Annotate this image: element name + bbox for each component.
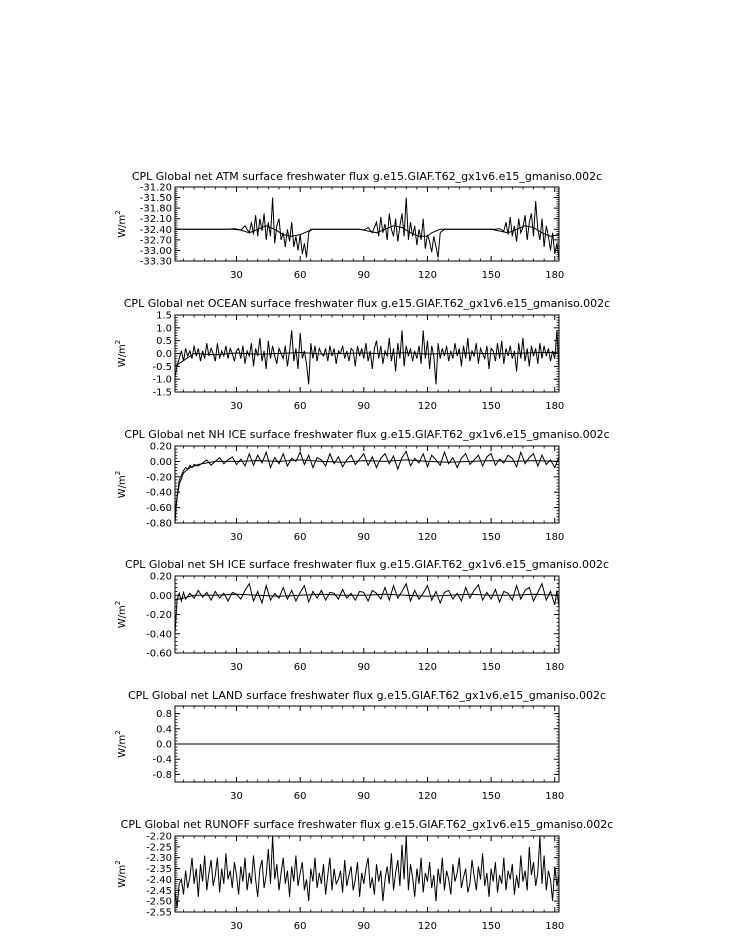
x-tick-label: 150 (481, 532, 501, 543)
y-tick-label: -31.20 (139, 182, 172, 194)
x-tick-label: 30 (230, 791, 243, 802)
y-tick-label: 1.0 (156, 323, 172, 335)
y-tick-label: -0.20 (146, 610, 172, 621)
chart-title: CPL Global net RUNOFF surface freshwater flux g.e15.GIAF.T62_gx1v6.e15_gmaniso.002c (120, 818, 614, 831)
y-tick-label: 0.00 (149, 456, 172, 468)
y-axis-label (114, 340, 128, 367)
plot-frame (175, 836, 559, 912)
x-tick-label: 60 (293, 791, 307, 802)
y-axis-label-base: W/m (117, 734, 128, 758)
y-tick-label: -32.10 (139, 214, 172, 226)
y-tick-label: -0.4 (152, 754, 172, 766)
y-tick-label: 0.20 (149, 441, 172, 453)
chart-panel-3 (114, 428, 610, 543)
x-tick-label: 150 (481, 791, 501, 802)
y-tick-label: 0.4 (156, 724, 172, 736)
x-tick-label: 180 (545, 662, 565, 673)
series-line-1 (175, 584, 559, 634)
x-tick-label: 60 (293, 921, 307, 932)
x-tick-label: 60 (293, 662, 307, 673)
y-tick-label: -1.5 (152, 387, 172, 399)
x-tick-label: 180 (545, 401, 565, 412)
chart-panel-6 (114, 818, 613, 932)
y-tick-label: 0.8 (156, 709, 172, 721)
y-axis-label-exponent: 2 (114, 339, 122, 345)
y-tick-label: -0.80 (146, 518, 172, 530)
y-axis-label-exponent: 2 (114, 600, 122, 606)
series-line-2 (175, 226, 559, 237)
y-axis-label-base: W/m (117, 344, 128, 368)
y-tick-label: 0.20 (149, 571, 172, 583)
chart-title: CPL Global net NH ICE surface freshwater flux g.e15.GIAF.T62_gx1v6.e15_gmaniso.002c (124, 428, 610, 441)
x-tick-label: 180 (545, 270, 565, 281)
series-line-1 (175, 330, 559, 384)
y-axis-label-base: W/m (117, 475, 128, 499)
x-tick-label: 180 (545, 921, 565, 932)
y-tick-label: -0.40 (146, 629, 172, 641)
y-axis-label (114, 471, 128, 498)
y-tick-label: -32.70 (139, 235, 172, 247)
chart-panel-5 (114, 689, 606, 802)
y-axis-label-base: W/m (117, 605, 128, 629)
x-tick-label: 30 (230, 662, 243, 673)
y-tick-label: -31.50 (139, 193, 172, 205)
y-tick-label: -0.5 (152, 361, 172, 373)
x-tick-label: 120 (417, 791, 438, 802)
y-tick-label: -33.30 (139, 256, 172, 268)
y-tick-label: -2.40 (146, 874, 172, 886)
x-tick-label: 30 (230, 401, 243, 412)
y-tick-label: -2.50 (146, 896, 172, 908)
x-tick-label: 180 (545, 791, 565, 802)
series-line-1 (175, 451, 559, 523)
x-tick-label: 90 (357, 791, 371, 802)
chart-panel-2 (114, 297, 610, 412)
x-tick-label: 60 (293, 401, 307, 412)
y-axis-label-exponent: 2 (114, 860, 122, 865)
y-tick-label: -1.0 (152, 374, 172, 386)
y-tick-label: 0.00 (149, 590, 172, 602)
y-axis-label-base: W/m (117, 864, 128, 888)
chart-title: CPL Global net SH ICE surface freshwater flux g.e15.GIAF.T62_gx1v6.e15_gmaniso.002c (124, 558, 610, 571)
y-tick-label: -0.40 (146, 487, 172, 499)
y-tick-label: -32.40 (139, 224, 172, 236)
x-tick-label: 120 (417, 532, 438, 543)
y-axis-label (114, 730, 128, 757)
chart-title: CPL Global net LAND surface freshwater flux g.e15.GIAF.T62_gx1v6.e15_gmaniso.002c (127, 689, 607, 702)
x-tick-label: 120 (417, 401, 438, 412)
y-tick-label: -0.20 (146, 472, 172, 484)
y-tick-label: 0.5 (156, 336, 172, 348)
x-tick-label: 90 (357, 401, 371, 412)
chart-title: CPL Global net ATM surface freshwater flux g.e15.GIAF.T62_gx1v6.e15_gmaniso.002c (131, 170, 603, 183)
y-tick-label: -2.45 (146, 885, 172, 897)
y-tick-label: -2.25 (146, 842, 172, 854)
y-axis-label-exponent: 2 (114, 470, 122, 476)
x-tick-label: 90 (357, 532, 371, 543)
chart-title: CPL Global net OCEAN surface freshwater flux g.e15.GIAF.T62_gx1v6.e15_gmaniso.002c (123, 297, 611, 310)
y-tick-label: -33.00 (139, 245, 172, 257)
x-tick-label: 30 (230, 921, 243, 932)
y-tick-label: -2.55 (146, 907, 172, 919)
x-tick-label: 150 (481, 401, 501, 412)
x-tick-label: 90 (357, 662, 371, 673)
series-line-1 (175, 836, 559, 908)
y-axis-label (114, 860, 128, 887)
plot-frame (175, 576, 559, 653)
y-tick-label: 0.0 (156, 349, 172, 360)
y-tick-label: -0.8 (152, 769, 172, 781)
x-tick-label: 90 (357, 921, 371, 932)
x-tick-label: 180 (545, 532, 565, 543)
y-tick-label: -2.35 (146, 864, 172, 876)
y-tick-label: -31.80 (139, 203, 172, 215)
y-axis-label-base: W/m (117, 214, 128, 238)
y-tick-label: -2.20 (146, 831, 172, 843)
chart-panel-4 (114, 558, 609, 673)
y-axis-label-exponent: 2 (114, 210, 122, 215)
x-tick-label: 150 (481, 270, 501, 281)
y-axis-label (114, 210, 128, 237)
x-tick-label: 150 (481, 921, 501, 932)
x-tick-label: 150 (481, 662, 501, 673)
x-tick-label: 30 (230, 270, 243, 281)
y-axis-label (114, 601, 128, 628)
y-tick-label: 1.5 (156, 310, 172, 322)
y-tick-label: 0.0 (156, 739, 172, 751)
x-tick-label: 60 (293, 532, 307, 543)
x-tick-label: 120 (417, 270, 438, 281)
y-tick-label: -0.60 (146, 648, 172, 660)
y-tick-label: -0.60 (146, 503, 172, 515)
x-tick-label: 120 (417, 921, 438, 932)
x-tick-label: 90 (357, 270, 371, 281)
series-line-2 (175, 460, 559, 512)
chart-panel-1 (114, 170, 602, 281)
y-axis-label-exponent: 2 (114, 730, 122, 735)
x-tick-label: 60 (293, 270, 307, 281)
x-tick-label: 120 (417, 662, 438, 673)
series-line-1 (175, 198, 559, 260)
x-tick-label: 30 (230, 532, 243, 543)
plot-frame (175, 187, 559, 261)
y-tick-label: -2.30 (146, 853, 172, 865)
